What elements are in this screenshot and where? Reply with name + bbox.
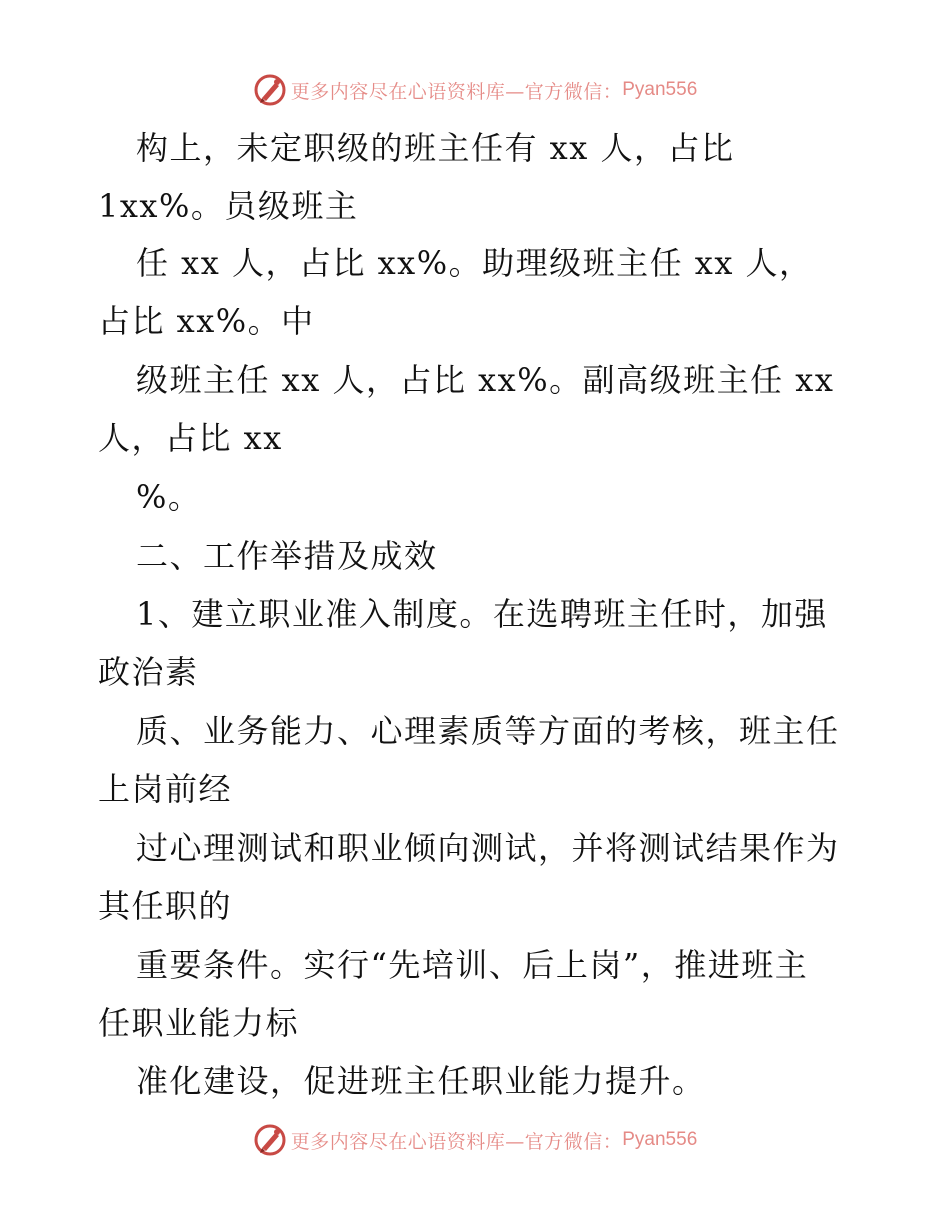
text-line: 1xx%。员级班主 (98, 187, 359, 225)
text-line: 政治素 (98, 653, 199, 691)
section-heading: 二、工作举措及成效 (136, 537, 438, 575)
text-line: 质、业务能力、心理素质等方面的考核，班主任 (136, 712, 840, 750)
text-line: 过心理测试和职业倾向测试，并将测试结果作为 (136, 829, 840, 867)
text-line: 准化建设，促进班主任职业能力提升。 (136, 1062, 706, 1100)
text-line: 任职业能力标 (98, 1004, 300, 1042)
text-line: 重要条件。实行“先培训、后上岗”，推进班主 (136, 946, 809, 984)
text-line: 级班主任 xx 人，占比 xx%。副高级班主任 xx (136, 361, 835, 399)
text-line: 上岗前经 (98, 770, 233, 808)
text-line: 1、建立职业准入制度。在选聘班主任时，加强 (136, 595, 828, 633)
text-line: 占比 xx%。中 (98, 302, 315, 340)
footer-watermark (0, 1120, 950, 1160)
watermark-wechat-id: Pyan556 (622, 79, 698, 100)
watermark-wechat-id: Pyan556 (622, 1129, 698, 1150)
text-line: 人，占比 xx (98, 419, 283, 457)
text-line: 任 xx 人，占比 xx%。助理级班主任 xx 人， (136, 244, 813, 282)
watermark-text: 更多内容尽在心语资料库—官方微信： (290, 1130, 623, 1153)
pen-logo-icon (253, 1123, 287, 1157)
text-line: %。 (136, 478, 202, 516)
text-line: 构上，未定职级的班主任有 xx 人，占比 (136, 129, 735, 167)
watermark-text: 更多内容尽在心语资料库—官方微信： (290, 80, 623, 103)
text-line: 其任职的 (98, 887, 233, 925)
